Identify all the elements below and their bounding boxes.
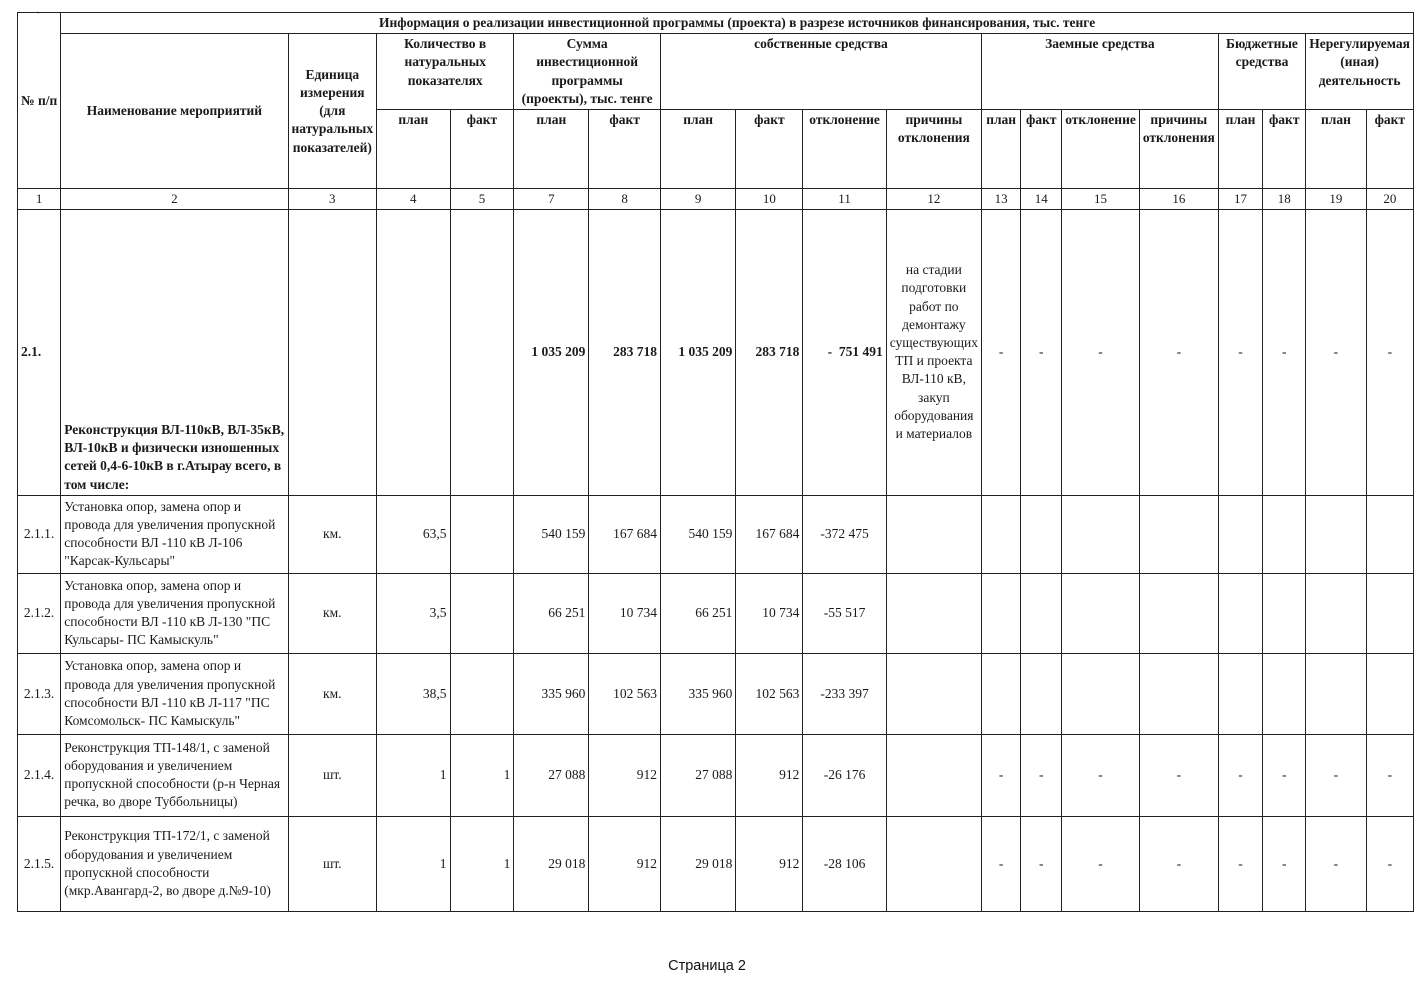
sub-qty-fact: факт	[450, 110, 514, 189]
row-deviation: -28 106	[803, 816, 886, 911]
row-loan-deviation: -	[1062, 816, 1140, 911]
row-sum-fact: 102 563	[589, 653, 661, 734]
row-other-plan	[1306, 573, 1366, 653]
row-own-plan: 335 960	[660, 653, 735, 734]
row-name: Реконструкция ТП-172/1, с заменой оборудования и увеличением пропускной способности (мкр.Авангард-2, во дворе д.№9-10)	[61, 816, 288, 911]
sub-loan-deviation: отклонение	[1062, 110, 1140, 189]
row-qty-plan: 63,5	[377, 495, 450, 573]
header-budget-funds: Бюджетные средства	[1218, 34, 1305, 110]
row-sum-plan: 27 088	[514, 734, 589, 816]
row-num: 2.1.2.	[18, 573, 61, 653]
table-row	[18, 816, 1414, 911]
sub-own-deviation: отклонение	[803, 110, 886, 189]
row-deviation: -26 176	[803, 734, 886, 816]
row-deviation: -233 397	[803, 653, 886, 734]
row-loan-plan	[982, 495, 1021, 573]
row-deviation: -55 517	[803, 573, 886, 653]
row-budget-plan	[1218, 573, 1262, 653]
row-loan-fact	[1021, 573, 1062, 653]
row-sum-plan: 29 018	[514, 816, 589, 911]
header-own-funds: собственные средства	[660, 34, 981, 110]
row-num: 2.1.	[18, 209, 61, 495]
header-qty: Количество в натуральных показателях	[377, 34, 514, 110]
row-own-plan: 540 159	[660, 495, 735, 573]
row-own-plan: 29 018	[660, 816, 735, 911]
sub-qty-plan: план	[377, 110, 450, 189]
row-budget-fact	[1263, 653, 1306, 734]
sub-loan-reasons: причины отклонения	[1139, 110, 1218, 189]
column-number: 4	[377, 189, 450, 210]
row-budget-fact	[1263, 573, 1306, 653]
column-number: 8	[589, 189, 661, 210]
row-sum-fact: 912	[589, 816, 661, 911]
row-own-fact: 102 563	[736, 653, 803, 734]
row-sum-plan: 66 251	[514, 573, 589, 653]
column-number: 16	[1139, 189, 1218, 210]
column-number: 18	[1263, 189, 1306, 210]
row-unit	[288, 209, 377, 495]
row-qty-fact	[450, 495, 514, 573]
row-qty-fact: 1	[450, 734, 514, 816]
row-name: Установка опор, замена опор и провода для увеличения пропускной способности ВЛ -110 кВ Л-130 "ПС Кульсары- ПС Камыскуль"	[61, 573, 288, 653]
column-number: 11	[803, 189, 886, 210]
table-row	[18, 734, 1414, 816]
row-qty-fact: 1	[450, 816, 514, 911]
row-sum-plan: 335 960	[514, 653, 589, 734]
header-sum: Сумма инвестиционной программы (проекты), тыс. тенге	[514, 34, 661, 110]
row-budget-plan	[1218, 653, 1262, 734]
sub-sum-plan: план	[514, 110, 589, 189]
row-loan-reasons: -	[1139, 816, 1218, 911]
scan-mark-tick: `	[36, 9, 40, 23]
row-loan-fact: -	[1021, 209, 1062, 495]
row-qty-plan: 38,5	[377, 653, 450, 734]
row-loan-deviation: -	[1062, 734, 1140, 816]
sub-other-fact: факт	[1366, 110, 1413, 189]
row-qty-plan	[377, 209, 450, 495]
row-loan-plan: -	[982, 209, 1021, 495]
header-num: № п/п	[18, 13, 61, 189]
row-own-fact: 283 718	[736, 209, 803, 495]
column-number-row	[18, 189, 1414, 210]
row-loan-plan: -	[982, 734, 1021, 816]
row-sum-fact: 167 684	[589, 495, 661, 573]
table-row	[18, 495, 1414, 573]
row-own-plan: 1 035 209	[660, 209, 735, 495]
sub-loan-plan: план	[982, 110, 1021, 189]
column-number: 20	[1366, 189, 1413, 210]
column-number: 13	[982, 189, 1021, 210]
table-row	[18, 573, 1414, 653]
column-number: 1	[18, 189, 61, 210]
sub-budget-plan: план	[1218, 110, 1262, 189]
header-other-activity: Нерегулируемая (иная) деятельность	[1306, 34, 1414, 110]
row-other-plan	[1306, 495, 1366, 573]
row-loan-deviation	[1062, 495, 1140, 573]
row-name: Установка опор, замена опор и провода для увеличения пропускной способности ВЛ -110 кВ Л-117 "ПС Комсомольск- ПС Камыскуль"	[61, 653, 288, 734]
sub-own-plan: план	[660, 110, 735, 189]
row-qty-fact	[450, 653, 514, 734]
column-number: 5	[450, 189, 514, 210]
row-other-plan	[1306, 653, 1366, 734]
page-footer	[0, 958, 1414, 974]
row-qty-plan: 3,5	[377, 573, 450, 653]
row-qty-plan: 1	[377, 816, 450, 911]
row-reason	[886, 816, 981, 911]
row-reason	[886, 653, 981, 734]
row-reason: на стадии подготовки работ по демонтажу существующих ТП и проекта ВЛ-110 кВ, закуп оборудования и материалов	[886, 209, 981, 495]
sub-own-fact: факт	[736, 110, 803, 189]
row-unit: км.	[288, 495, 377, 573]
row-loan-reasons	[1139, 573, 1218, 653]
row-num: 2.1.5.	[18, 816, 61, 911]
sub-loan-fact: факт	[1021, 110, 1062, 189]
row-name: Реконструкция ТП-148/1, с заменой оборудования и увеличением пропускной способности (р-н Черная речка, во дворе Туббольницы)	[61, 734, 288, 816]
row-sum-fact: 912	[589, 734, 661, 816]
row-other-fact: -	[1366, 734, 1413, 816]
row-other-fact	[1366, 573, 1413, 653]
column-number: 9	[660, 189, 735, 210]
row-budget-fact	[1263, 495, 1306, 573]
row-sum-fact: 283 718	[589, 209, 661, 495]
header-unit: Единица измерения (для натуральных показателей)	[288, 34, 377, 189]
row-deviation: - 751 491	[803, 209, 886, 495]
row-own-plan: 66 251	[660, 573, 735, 653]
row-reason	[886, 495, 981, 573]
row-budget-fact: -	[1263, 816, 1306, 911]
row-other-plan: -	[1306, 209, 1366, 495]
table-row	[18, 653, 1414, 734]
column-number: 15	[1062, 189, 1140, 210]
column-number: 3	[288, 189, 377, 210]
row-loan-reasons: -	[1139, 734, 1218, 816]
table-row-total	[18, 209, 1414, 495]
row-loan-reasons: -	[1139, 209, 1218, 495]
row-sum-plan: 1 035 209	[514, 209, 589, 495]
row-other-fact	[1366, 653, 1413, 734]
row-budget-plan	[1218, 495, 1262, 573]
header-loan-funds: Заемные средства	[982, 34, 1219, 110]
sub-budget-fact: факт	[1263, 110, 1306, 189]
row-qty-fact	[450, 209, 514, 495]
column-number: 17	[1218, 189, 1262, 210]
row-loan-fact	[1021, 653, 1062, 734]
row-loan-plan: -	[982, 816, 1021, 911]
row-other-fact: -	[1366, 816, 1413, 911]
row-num: 2.1.1.	[18, 495, 61, 573]
row-unit: км.	[288, 573, 377, 653]
header-main: Информация о реализации инвестиционной программы (проекта) в разрезе источников финансирования, тыс. тенге	[61, 13, 1414, 34]
row-loan-fact: -	[1021, 734, 1062, 816]
row-other-fact: -	[1366, 209, 1413, 495]
column-number: 10	[736, 189, 803, 210]
row-num: 2.1.4.	[18, 734, 61, 816]
row-name: Установка опор, замена опор и провода для увеличения пропускной способности ВЛ -110 кВ Л-106 "Карсак-Кульсары"	[61, 495, 288, 573]
report-sheet	[17, 12, 1414, 912]
row-sum-plan: 540 159	[514, 495, 589, 573]
sub-own-reasons: причины отклонения	[886, 110, 981, 189]
row-loan-plan	[982, 573, 1021, 653]
row-num: 2.1.3.	[18, 653, 61, 734]
column-number: 19	[1306, 189, 1366, 210]
column-number: 14	[1021, 189, 1062, 210]
row-loan-fact: -	[1021, 816, 1062, 911]
row-loan-plan	[982, 653, 1021, 734]
row-other-plan: -	[1306, 734, 1366, 816]
row-budget-fact: -	[1263, 734, 1306, 816]
row-own-fact: 912	[736, 816, 803, 911]
row-budget-fact: -	[1263, 209, 1306, 495]
row-qty-fact	[450, 573, 514, 653]
row-budget-plan: -	[1218, 734, 1262, 816]
row-loan-deviation	[1062, 653, 1140, 734]
column-number: 7	[514, 189, 589, 210]
row-other-plan: -	[1306, 816, 1366, 911]
row-budget-plan: -	[1218, 209, 1262, 495]
row-unit: шт.	[288, 816, 377, 911]
header-name: Наименование мероприятий	[61, 34, 288, 189]
row-unit: шт.	[288, 734, 377, 816]
row-own-plan: 27 088	[660, 734, 735, 816]
row-own-fact: 912	[736, 734, 803, 816]
row-deviation: -372 475	[803, 495, 886, 573]
sub-sum-fact: факт	[589, 110, 661, 189]
row-reason	[886, 573, 981, 653]
row-unit: км.	[288, 653, 377, 734]
row-sum-fact: 10 734	[589, 573, 661, 653]
row-own-fact: 167 684	[736, 495, 803, 573]
row-loan-fact	[1021, 495, 1062, 573]
column-number: 12	[886, 189, 981, 210]
row-other-fact	[1366, 495, 1413, 573]
row-own-fact: 10 734	[736, 573, 803, 653]
row-name: Реконструкция ВЛ-110кВ, ВЛ-35кВ, ВЛ-10кВ и физически изношенных сетей 0,4-6-10кВ в г.Атырау всего, в том числе:	[61, 209, 288, 495]
row-qty-plan: 1	[377, 734, 450, 816]
row-loan-reasons	[1139, 495, 1218, 573]
investment-program-table	[17, 12, 1414, 912]
row-loan-deviation	[1062, 573, 1140, 653]
page-number-label: Страница 2	[668, 958, 746, 974]
row-budget-plan: -	[1218, 816, 1262, 911]
row-reason	[886, 734, 981, 816]
row-loan-reasons	[1139, 653, 1218, 734]
column-number: 2	[61, 189, 288, 210]
sub-other-plan: план	[1306, 110, 1366, 189]
row-loan-deviation: -	[1062, 209, 1140, 495]
